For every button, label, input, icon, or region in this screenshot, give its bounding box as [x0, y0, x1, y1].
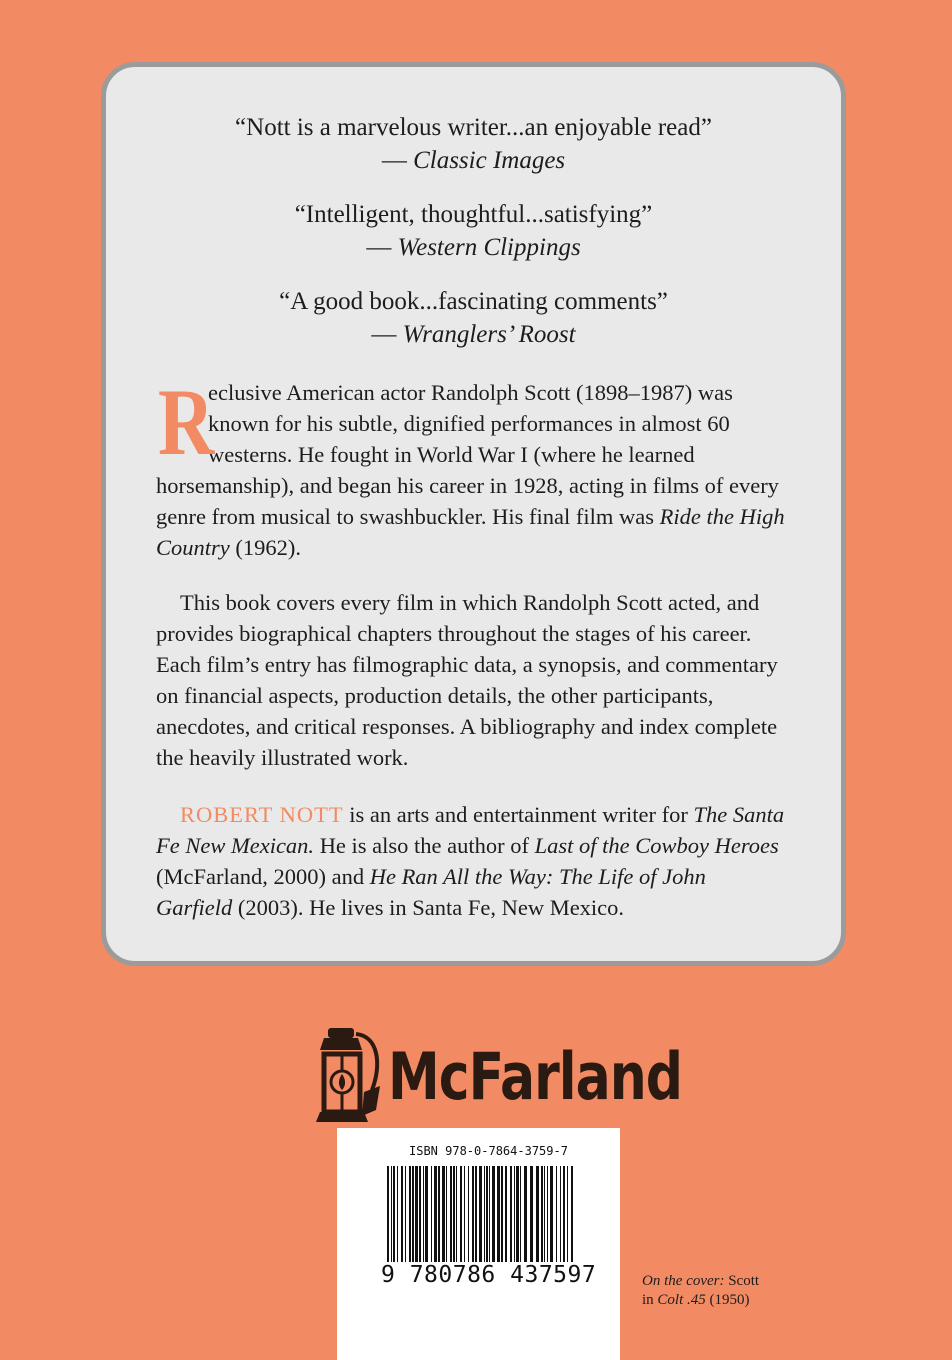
quote-dash: —: [381, 147, 414, 174]
barcode-bar: [510, 1166, 512, 1262]
barcode-bar: [401, 1166, 403, 1262]
barcode-bar: [524, 1166, 527, 1262]
bio-text: is an arts and entertainment writer for: [343, 802, 694, 827]
barcode-bar: [468, 1166, 469, 1262]
description-paragraph: [156, 369, 786, 563]
barcode-bar: [550, 1166, 553, 1262]
publisher-name: McFarland: [388, 1040, 682, 1115]
bio-title: He Ran All the Way: The Life of John Garfield: [156, 864, 706, 920]
barcode-bar: [387, 1166, 389, 1262]
barcode-bar: [492, 1166, 495, 1262]
description-text: eclusive American actor Randolph Scott (1898–1987) was known for his subtle, dignified performances in almost 60 westerns. He fought in World War I (where he learned horsemanship), and began his career in 1928, acting in films of every genre from musical to swashbuckler. His final film was: [156, 380, 779, 529]
barcode-bar: [434, 1166, 437, 1262]
credit-film: Colt .45: [657, 1292, 706, 1308]
barcode-bar: [501, 1166, 503, 1262]
barcode-bar: [541, 1166, 543, 1262]
review-quote: [106, 111, 841, 177]
barcode-bar: [475, 1166, 477, 1262]
barcode-bar: [530, 1166, 533, 1262]
barcode-bar: [412, 1166, 414, 1262]
barcode-bar: [571, 1166, 573, 1262]
review-quote: [106, 198, 841, 264]
barcode-bar: [560, 1166, 561, 1262]
barcode-bar: [460, 1166, 462, 1262]
barcode-bar: [419, 1166, 421, 1262]
barcode-bar: [489, 1166, 490, 1262]
barcode-bar: [484, 1166, 485, 1262]
publisher-logo: [316, 1024, 682, 1144]
description-text-end: (1962).: [229, 535, 302, 560]
isbn-digits: 9 780786 437597: [381, 1262, 597, 1288]
bio-text: He is also the author of: [314, 833, 535, 858]
author-name: ROBERT NOTT: [180, 802, 344, 827]
quote-dash: —: [366, 234, 398, 261]
barcode-bar: [472, 1166, 474, 1262]
bio-title: Last of the Cowboy Heroes: [534, 833, 779, 858]
credit-text: Scott: [724, 1273, 760, 1289]
drop-cap: R: [158, 369, 215, 475]
barcode-bar: [397, 1166, 398, 1262]
barcode-bar: [446, 1166, 447, 1262]
barcode-bar: [431, 1166, 432, 1262]
barcode-bar: [415, 1166, 418, 1262]
barcode-bar: [393, 1166, 395, 1262]
barcode-bar: [520, 1166, 521, 1262]
barcode-bar: [563, 1166, 565, 1262]
review-quote: [106, 285, 841, 351]
barcode-bar: [547, 1166, 548, 1262]
quote-source: Western Clippings: [397, 234, 581, 261]
bio-text: (2003). He lives in Santa Fe, New Mexico.: [232, 895, 625, 920]
isbn-label: ISBN 978-0-7864-3759-7: [409, 1144, 568, 1158]
barcode-bar: [556, 1166, 557, 1262]
barcode-bar: [438, 1166, 440, 1262]
barcode-bar: [479, 1166, 482, 1262]
barcode-bar: [567, 1166, 568, 1262]
cover-credit: [642, 1272, 759, 1310]
bio-text: (McFarland, 2000) and: [156, 864, 370, 889]
barcode-bar: [450, 1166, 452, 1262]
barcode-bar: [409, 1166, 411, 1262]
credit-text: in: [642, 1292, 658, 1308]
barcode-bar: [514, 1166, 515, 1262]
barcode-bar: [486, 1166, 488, 1262]
credit-year: (1950): [705, 1292, 750, 1308]
quote-text: “Nott is a marvelous writer...an enjoyable read”: [235, 114, 712, 141]
quote-text: “A good book...fascinating comments”: [279, 288, 668, 315]
barcode-bars: [387, 1166, 577, 1262]
barcode-bar: [456, 1166, 457, 1262]
book-contents-paragraph: This book covers every film in which Randolph Scott acted, and provides biographical chapters throughout the stages of his career. Each film’s entry has filmographic data, a synopsis, and commentary on financial aspects, production details, the other participants, anecdotes, and critical responses. A bibliography and index complete the heavily illustrated work.: [156, 590, 778, 770]
barcode-bar: [423, 1166, 424, 1262]
barcode-bar: [442, 1166, 445, 1262]
quote-dash: —: [371, 321, 403, 348]
barcode-bar: [453, 1166, 455, 1262]
quote-source: Wranglers’ Roost: [402, 321, 576, 348]
barcode-bar: [391, 1166, 392, 1262]
back-cover-text-panel: [101, 62, 846, 966]
author-bio: [156, 799, 786, 923]
barcode-bar: [497, 1166, 500, 1262]
barcode-bar: [464, 1166, 465, 1262]
bio-title: The Santa Fe New Mexican.: [156, 802, 785, 858]
quote-text: “Intelligent, thoughtful...satisfying”: [294, 201, 653, 228]
barcode-bar: [405, 1166, 406, 1262]
barcode-bar: [516, 1166, 519, 1262]
lantern-icon: [316, 1024, 386, 1142]
isbn-barcode: [337, 1128, 620, 1360]
film-title: Ride the High Country: [156, 504, 785, 560]
quote-source: Classic Images: [413, 147, 566, 174]
barcode-bar: [536, 1166, 539, 1262]
credit-label: On the cover:: [642, 1273, 725, 1289]
barcode-bar: [425, 1166, 428, 1262]
barcode-bar: [505, 1166, 507, 1262]
barcode-bar: [544, 1166, 545, 1262]
